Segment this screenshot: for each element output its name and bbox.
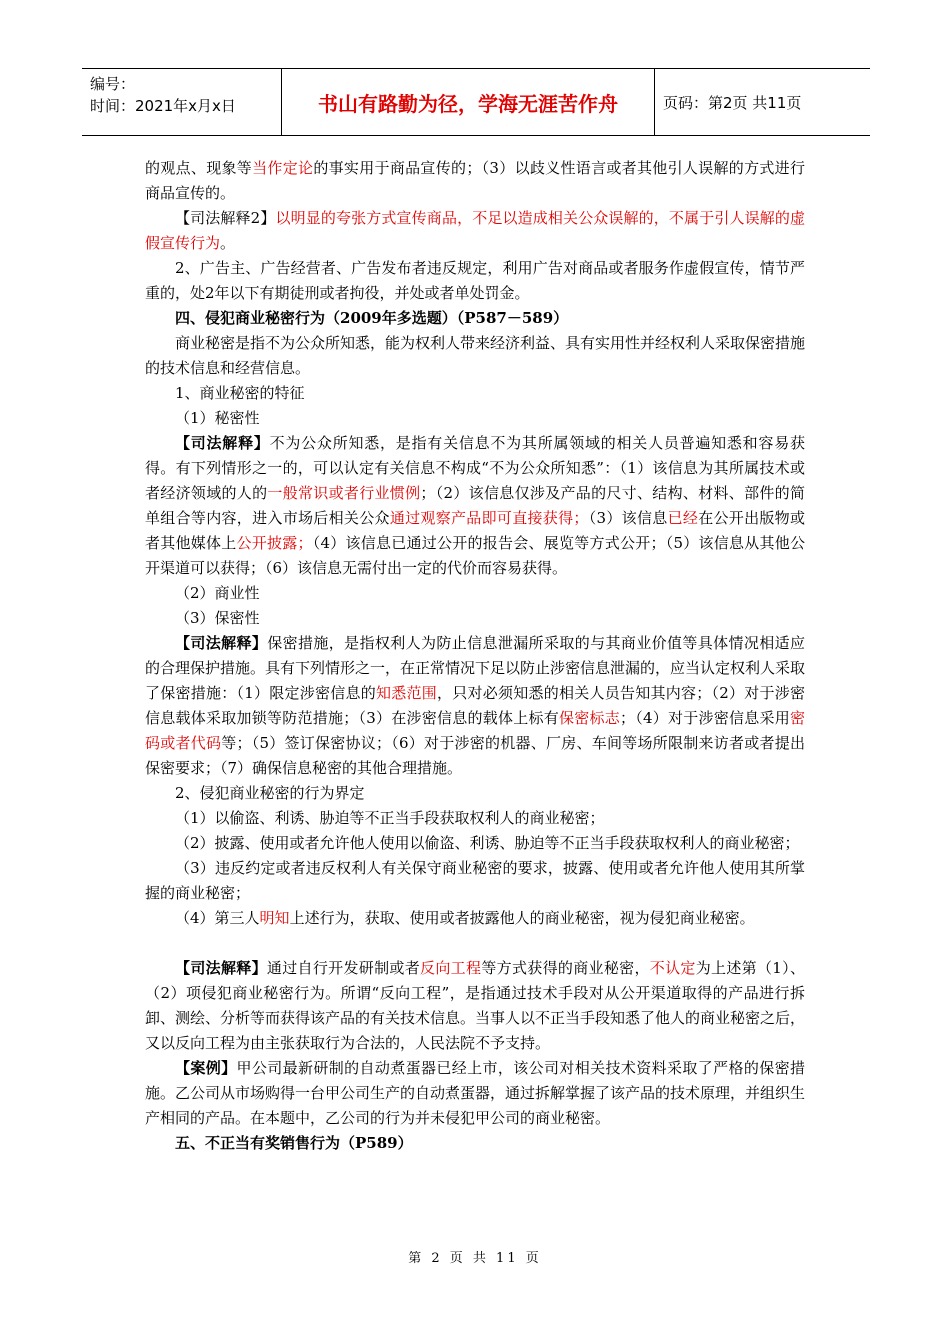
text-run: 的事实用于商品宣传的；（3）以歧义性语言或者其他引人误解的方式进行商品宣传的。 [145,159,805,202]
text-run: （1）秘密性 [175,409,260,427]
text-run: 。 [220,234,236,252]
paragraph [145,781,805,806]
highlight-text: 通过观察产品即可直接获得； [389,509,589,527]
highlight-text: 公开披露； [236,534,313,552]
motto: 书山有路勤为径，学海无涯苦作舟 [282,69,655,135]
text-run: 1、商业秘密的特征 [175,384,305,402]
highlight-text: 以明显的夸张方式宣传商品，不足以造成相关公众误解的，不属于引人误解的虚假宣传行为 [145,209,805,252]
highlight-text: 反向工程 [420,959,482,977]
text-run: 通过自行开发研制或者 [266,959,421,977]
text-run: （3）违反约定或者违反权利人有关保守商业秘密的要求，披露、使用或者允许他人使用其所掌握的商业秘密； [145,859,805,902]
page-header [82,68,870,136]
highlight-text: 不认定 [649,959,696,977]
highlight-text: 知悉范围 [376,684,438,702]
text-run: 在公开出版物或者其他媒体上 [145,509,805,552]
text-run: （4）该信息已通过公开的报告会、展览等方式公开；（5）该信息从其他公开渠道可以获得；（6）该信息无需付出一定的代价而容易获得。 [145,534,805,577]
highlight-text: 一般常识或者行业惯例 [267,484,421,502]
paragraph [145,381,805,406]
paragraph [145,581,805,606]
paragraph [145,906,805,931]
paragraph [145,1056,805,1131]
paragraph [145,631,805,781]
highlight-text: 当作定论 [252,159,314,177]
text-run: 不为公众所知悉，是指有关信息不为其所属领域的相关人员普遍知悉和容易获得。有下列情形之一的，可以认定有关信息不构成“不为公众所知悉”：（1）该信息为其所属技术或者经济领域的人的 [145,434,805,502]
text-run: 上述行为，获取、使用或者披露他人的商业秘密，视为侵犯商业秘密。 [289,909,755,927]
paragraph [145,331,805,381]
paragraph [145,206,805,256]
text-run: （2）披露、使用或者允许他人使用以偷盗、利诱、胁迫等不正当手段获取权利人的商业秘密； [175,834,800,852]
text-run: （3）保密性 [175,609,260,627]
highlight-text: 已经 [667,509,699,527]
paragraph [145,1131,805,1156]
page-footer: 第 2 页 共 11 页 [408,1251,542,1266]
text-run: 2、广告主、广告经营者、广告发布者违反规定，利用广告对商品或者服务作虚假宣传，情节严重的，处2年以下有期徒刑或者拘役，并处或者单处罚金。 [145,259,805,302]
bold-label: 【案例】 [175,1059,237,1077]
text-run: 等；（5）签订保密协议；（6）对于涉密的机器、厂房、车间等场所限制来访者或者提出保密要求；（7）确保信息秘密的其他合理措施。 [145,734,805,777]
paragraph [145,306,805,331]
page-number: 页码：第2页 共11页 [663,93,802,112]
paragraph [145,406,805,431]
paragraph [145,956,805,1056]
text-run: ；（4）对于涉密信息采用 [619,709,790,727]
paragraph [145,256,805,306]
serial-number: 编号： [90,75,136,93]
text-run: 保密措施，是指权利人为防止信息泄漏所采取的与其商业价值等具体情况相适应的合理保护措施。具有下列情形之一，在正常情况下足以防止涉密信息泄漏的，应当认定权利人采取了保密措施：（1）限定涉密信息的 [145,634,806,702]
text-run: ；（2）该信息仅涉及产品的尺寸、结构、材料、部件的简单组合等内容，进入市场后相关公众 [145,484,805,527]
bold-label: 【司法解释】 [175,434,270,452]
header-meta [82,69,282,135]
highlight-text: 保密标志 [558,709,620,727]
highlight-text: 密码或者代码 [145,709,805,752]
document-body [145,156,805,1156]
section-heading: 四、侵犯商业秘密行为（2009年多选题）（P587－589） [175,309,569,327]
highlight-text: 明知 [259,909,290,927]
text-run: ，只对必须知悉的相关人员告知其内容；（2）对于涉密信息载体采取加锁等防范措施；（3）在涉密信息的载体上标有 [145,684,806,727]
text-run: 2、侵犯商业秘密的行为界定 [175,784,365,802]
text-run: 甲公司最新研制的自动煮蛋器已经上市，该公司对相关技术资料采取了严格的保密措施。乙公司从市场购得一台甲公司生产的自动煮蛋器，通过拆解掌握了该产品的技术原理，并组织生产相同的产品。在本题中，乙公司的行为并未侵犯甲公司的商业秘密。 [145,1059,806,1127]
paragraph [145,156,805,206]
text-run: 商业秘密是指不为公众所知悉，能为权利人带来经济利益、具有实用性并经权利人采取保密措施的技术信息和经营信息。 [145,334,806,377]
paragraph [145,431,805,581]
bold-label: 【司法解释】 [175,634,268,652]
text-run: 为上述第（1）、（2）项侵犯商业秘密行为。所谓“反向工程”，是指通过技术手段对从公开渠道取得的产品进行拆卸、测绘、分析等而获得该产品的有关技术信息。当事人以不正当手段知悉了他人的商业秘密之后，又以反向工程为由主张获取行为合法的，人民法院不予支持。 [145,959,806,1052]
paragraph [145,606,805,631]
text-run: 等方式获得的商业秘密， [481,959,650,977]
text-run: （2）商业性 [175,584,260,602]
text-run: （3）该信息 [588,509,668,527]
bold-label: 【司法解释】 [175,959,267,977]
text-run: 【司法解释2】 [175,209,276,227]
section-heading: 五、不正当有奖销售行为（P589） [175,1134,413,1152]
text-run: （4）第三人 [175,909,260,927]
date: 时间：2021年x月x日 [90,97,236,115]
paragraph [145,856,805,906]
paragraph [145,806,805,831]
text-run: 的观点、现象等 [145,159,253,177]
paragraph [145,831,805,856]
text-run: （1）以偷盗、利诱、胁迫等不正当手段获取权利人的商业秘密； [175,809,605,827]
